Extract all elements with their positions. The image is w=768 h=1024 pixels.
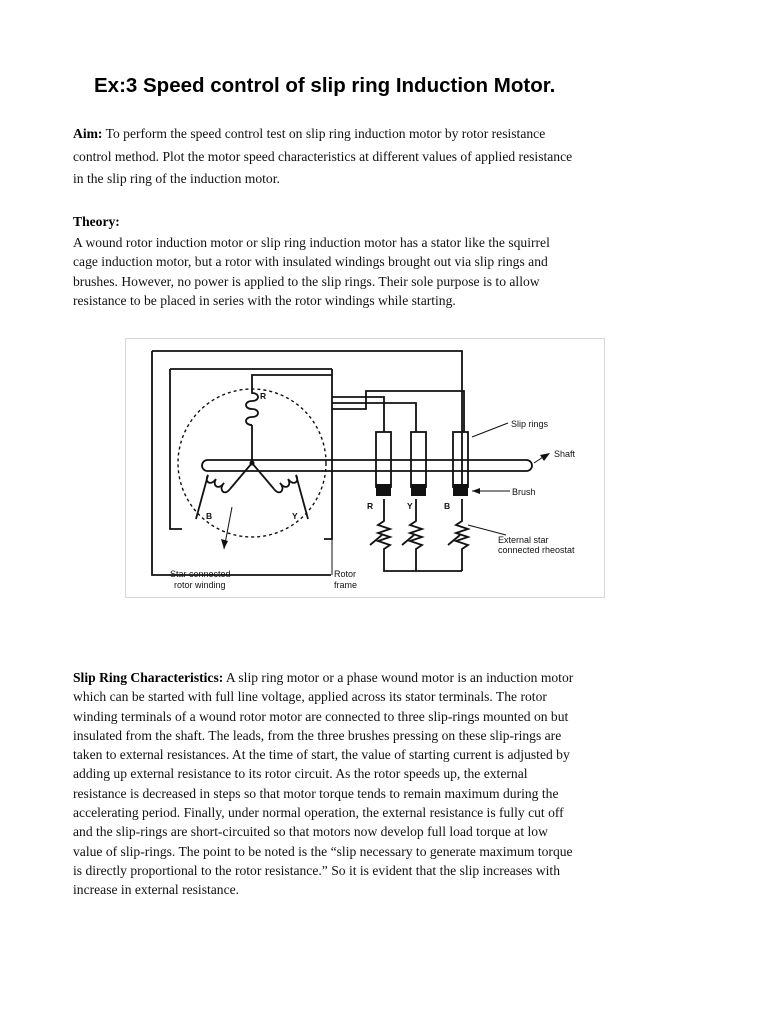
theory-section [73, 212, 693, 311]
winding-label-r: R [260, 391, 267, 401]
slip-ring-motor-diagram [125, 338, 605, 598]
aim-line: in the slip ring of the induction motor. [73, 171, 280, 186]
slip-ring-line: adding up external resistance to its rotor circuit. As the rotor speeds up, the external [73, 766, 528, 782]
slip-ring-line: value of slip-rings. The point to be noted is the “slip necessary to generate maximum torque [73, 843, 573, 859]
lead-y [332, 403, 416, 432]
slip-ring-line: winding terminals of a wound rotor motor are connected to three slip-rings mounted on but [73, 708, 569, 724]
theory-heading: Theory: [73, 214, 120, 229]
star-connected-label: Star connected [170, 569, 231, 579]
rheostat-b [456, 499, 468, 571]
theory-line: resistance to be placed in series with the rotor windings while starting. [73, 293, 456, 309]
brush-b [453, 484, 468, 496]
slip-ring-section [73, 668, 693, 900]
brush-label: Brush [512, 487, 536, 497]
aim-heading: Aim: [73, 126, 103, 141]
aim-section [73, 123, 693, 191]
connected-rheostat-label: connected rheostat [498, 545, 575, 555]
theory-line: A wound rotor induction motor or slip ring induction motor has a stator like the squirrel [73, 234, 550, 250]
slip-ring-line: and the slip-rings are short-circuited so that motors now develop full load torque at low [73, 824, 548, 840]
slip-ring-line: insulated from the shaft. The leads, from the three brushes pressing on these slip-rings are [73, 727, 562, 743]
brush-label-b: B [444, 501, 451, 511]
winding-label-y: Y [292, 511, 298, 521]
inner-frame-right [324, 369, 332, 539]
brush-label-r: R [367, 501, 374, 511]
brush-label-y: Y [407, 501, 413, 511]
slip-ring-line: taken to external resistances. At the time of start, the value of starting current is adjusted by [73, 747, 570, 763]
winding-b [196, 475, 230, 519]
slip-ring-line [73, 668, 693, 687]
slip-ring-line: accelerating period. Finally, under normal operation, the external resistance is fully cut off [73, 805, 564, 821]
slip-ring-line: which can be started with full line voltage, applied across its stator terminals. The rotor [73, 689, 547, 705]
brush-r [376, 484, 391, 496]
frame-label: frame [334, 580, 358, 590]
slip-ring-line: is directly proportional to the rotor resistance.” So it is evident that the slip increases with [73, 862, 560, 878]
theory-line: brushes. However, no power is applied to the slip rings. Their sole purpose is to allow [73, 273, 540, 289]
circuit-diagram [126, 339, 606, 599]
rotor-label: Rotor [334, 569, 357, 579]
slip-ring-heading: Slip Ring Characteristics: [73, 670, 224, 685]
page-title: Ex:3 Speed control of slip ring Induction Motor. [94, 74, 556, 97]
brush-y [411, 484, 426, 496]
slip-ring-line: resistance is decreased in steps so that motor torque tends to remain maximum during the [73, 785, 559, 801]
shaft-label: Shaft [554, 449, 576, 459]
inner-frame-left [170, 369, 182, 529]
slip-ring-line: increase in external resistance. [73, 882, 240, 898]
rotor-winding-label: rotor winding [174, 580, 226, 590]
winding-label-b: B [206, 511, 213, 521]
aim-line: control method. Plot the motor speed characteristics at different values of applied resistance [73, 148, 573, 164]
slip-rings-label: Slip rings [511, 419, 549, 429]
aim-line [73, 123, 693, 146]
aim-text: To perform the speed control test on slip ring induction motor by rotor resistance [105, 126, 546, 141]
slip-ring-intro: A slip ring motor or a phase wound motor is an induction motor [223, 670, 574, 685]
theory-line: cage induction motor, but a rotor with insulated windings brought out via slip rings and [73, 254, 548, 270]
external-star-label: External star [498, 535, 549, 545]
winding-y [274, 475, 308, 519]
frame-wire-left [152, 351, 331, 575]
